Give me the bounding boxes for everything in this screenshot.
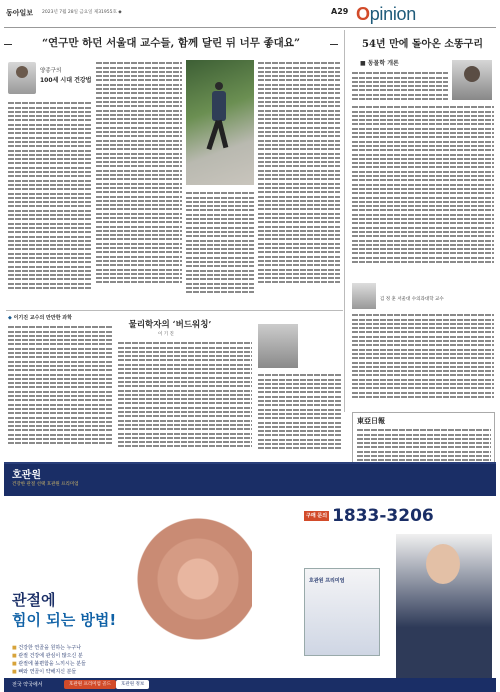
ad-main-line2: 힘이 되는 방법! — [12, 611, 117, 629]
page-number: A29 — [331, 7, 349, 16]
issue-date: 2023년 7월 28일 금요일 제31955호 ◆ — [42, 10, 122, 15]
right-headline: 54년 만에 돌아온 소똥구리 — [362, 39, 483, 50]
paper-name: 동아일보 — [6, 8, 34, 17]
ad-phone — [304, 506, 434, 526]
article-body-col2 — [96, 60, 182, 305]
running-photo — [186, 60, 254, 185]
section-divider — [6, 310, 343, 311]
runner-figure — [208, 82, 230, 152]
ad-tagline: 건강한 관절 선택 호관원 프리미엄 — [12, 482, 79, 487]
ad-phone-prefix: 구매 문의 — [306, 513, 328, 519]
column-series-name: 양종구의 — [40, 68, 62, 74]
spokesperson-photo — [396, 534, 492, 678]
paper-box-name: 東亞日報 — [357, 416, 385, 425]
right-author-photo — [452, 60, 492, 100]
right-body — [352, 104, 494, 280]
product-label: 호관원 프리미엄 — [309, 578, 345, 584]
main-headline: “연구만 하던 서울대 교수들, 함께 달린 뒤 너무 좋대요” — [6, 35, 336, 53]
right-writer-photo — [352, 283, 376, 309]
science-photo — [258, 324, 298, 368]
ad-main-copy — [12, 590, 116, 630]
right-writer-name: 김 정 훈 서울대 수의과대학 교수 — [380, 297, 444, 302]
science-body-col2 — [118, 340, 252, 460]
ad-benefit-item: ■ 건강한 연골을 원하는 누구나 — [12, 644, 86, 652]
right-body-lower — [352, 312, 494, 408]
science-body-col3 — [258, 372, 342, 460]
ad-button-info: 호관원 정보 — [116, 680, 149, 689]
science-byline: 이 기 진 — [158, 332, 174, 337]
ad-header-band — [4, 464, 496, 496]
article-body-col3 — [258, 60, 340, 305]
article-body-col1 — [8, 100, 92, 305]
ad-benefit-item: ■ 뼈와 연골이 약해지신 분들 — [12, 668, 86, 676]
masthead — [4, 4, 496, 28]
health-supplement-ad — [4, 462, 496, 690]
ad-brand: 호관원 — [12, 470, 41, 481]
column-divider — [344, 30, 345, 412]
science-column-label: ◆ 이기진 교수의 만만한 과학 — [8, 314, 72, 321]
science-headline: 물리학자의 ‘버드워칭’ — [128, 320, 212, 330]
ad-benefit-item: ■ 관절 건강에 관심이 많으신 분 — [12, 652, 86, 660]
ad-phone-number: 1833-3206 — [332, 506, 434, 526]
columnist-photo — [8, 62, 36, 94]
product-box — [304, 568, 380, 656]
opinion-section-label: Opinion — [356, 4, 416, 24]
ad-cta-text: 전국 약국에서 — [12, 682, 43, 688]
ad-footer-band — [4, 678, 496, 692]
ad-benefit-list — [12, 644, 86, 676]
knee-illustration — [132, 498, 252, 678]
right-body-top — [352, 70, 448, 104]
right-subhead: ■ 동물학 개론 — [360, 58, 399, 67]
ad-benefit-item: ■ 관절에 불편함을 느끼시는 분들 — [12, 660, 86, 668]
article-body-col2b — [186, 190, 254, 305]
ad-main-line1: 관절에 — [12, 591, 56, 609]
science-body-col1 — [8, 324, 112, 460]
column-series-title: 100세 시대 건강법 — [40, 77, 92, 84]
ad-button-gold: 호관원 프리미엄 골드 — [64, 680, 116, 689]
